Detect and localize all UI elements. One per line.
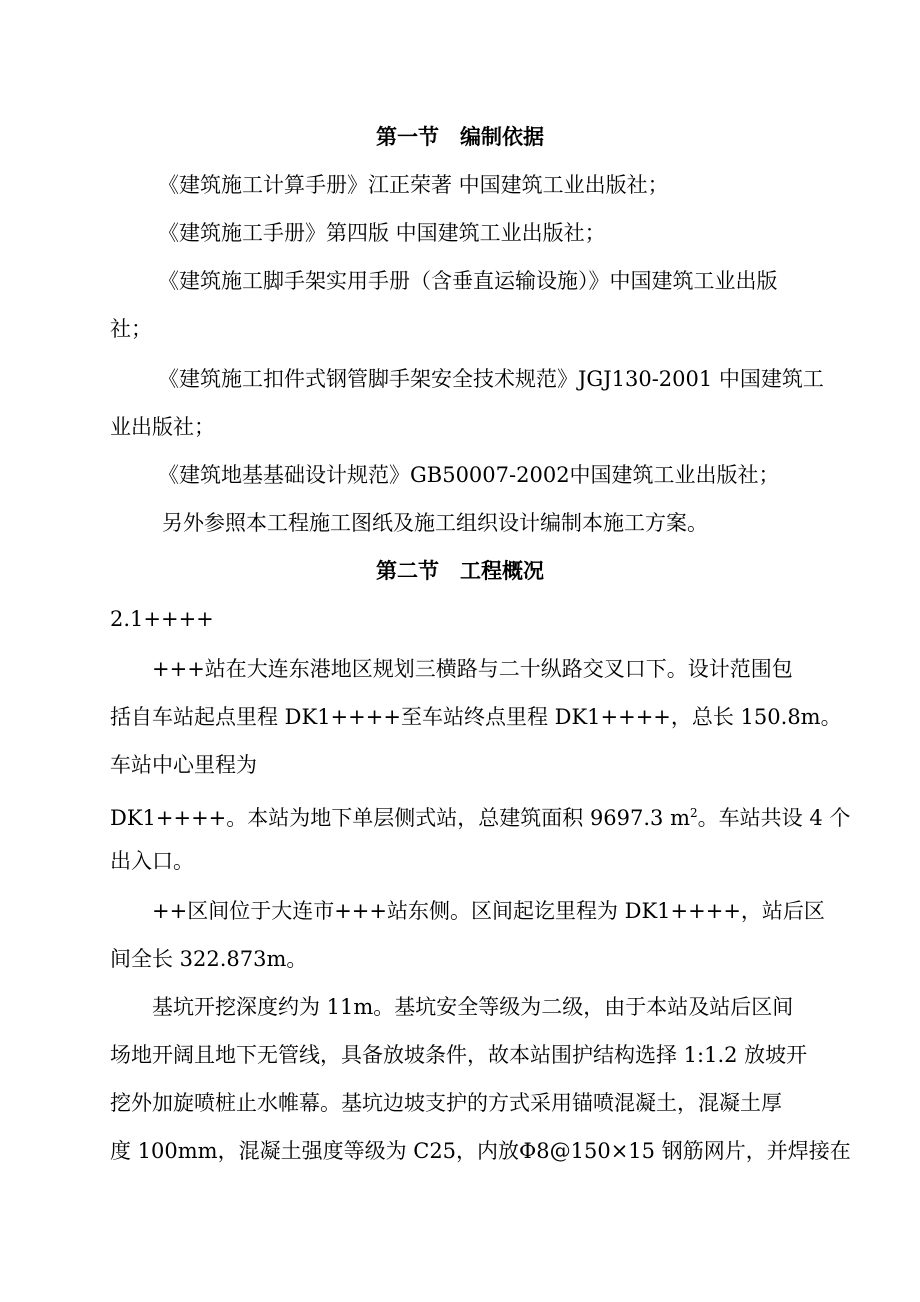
paragraph-line: 基坑开挖深度约为 11m。基坑安全等级为二级，由于本站及站后区间	[152, 995, 794, 1019]
paragraph-line	[110, 798, 850, 833]
reference-item: 《建筑施工手册》第四版 中国建筑工业出版社；	[158, 221, 606, 245]
paragraph-text: 。车站共设 4 个	[697, 806, 851, 830]
paragraph-line: 间全长 322.873m。	[110, 947, 308, 971]
superscript: 2	[690, 806, 698, 820]
paragraph-line: +++站在大连东港地区规划三横路与二十纵路交叉口下。设计范围包	[152, 657, 793, 681]
paragraph-line: 挖外加旋喷桩止水帷幕。基坑边坡支护的方式采用锚喷混凝土，混凝土厚	[110, 1091, 782, 1115]
section-1-title: 第一节 编制依据	[376, 124, 544, 149]
paragraph-line: ++区间位于大连市+++站东侧。区间起讫里程为 DK1++++，站后区	[152, 899, 825, 923]
reference-item: 《建筑施工计算手册》江正荣著 中国建筑工业出版社；	[158, 173, 669, 197]
reference-item-continuation: 社；	[110, 317, 152, 341]
reference-item: 《建筑施工扣件式钢管脚手架安全技术规范》JGJ130-2001 中国建筑工	[158, 367, 824, 391]
paragraph-line: 括自车站起点里程 DK1++++至车站终点里程 DK1++++，总长 150.8m。	[110, 705, 842, 729]
paragraph-line: 出入口。	[110, 849, 194, 873]
paragraph-line: 场地开阔且地下无管线，具备放坡条件，故本站围护结构选择 1:1.2 放坡开	[110, 1043, 808, 1067]
paragraph-line: 车站中心里程为	[110, 753, 257, 777]
paragraph-line: 度 100mm，混凝土强度等级为 C25，内放Φ8@150×15 钢筋网片，并焊接在	[110, 1139, 851, 1163]
reference-note: 另外参照本工程施工图纸及施工组织设计编制本施工方案。	[162, 511, 708, 535]
paragraph-text: DK1++++。本站为地下单层侧式站，总建筑面积 9697.3 m	[110, 806, 691, 830]
subsection-heading: 2.1++++	[110, 607, 214, 631]
reference-item-continuation: 业出版社；	[110, 415, 215, 439]
section-2-title: 第二节 工程概况	[376, 558, 544, 583]
reference-item: 《建筑地基基础设计规范》GB50007-2002中国建筑工业出版社；	[158, 463, 780, 487]
reference-item: 《建筑施工脚手架实用手册（含垂直运输设施）》中国建筑工业出版	[158, 269, 778, 293]
